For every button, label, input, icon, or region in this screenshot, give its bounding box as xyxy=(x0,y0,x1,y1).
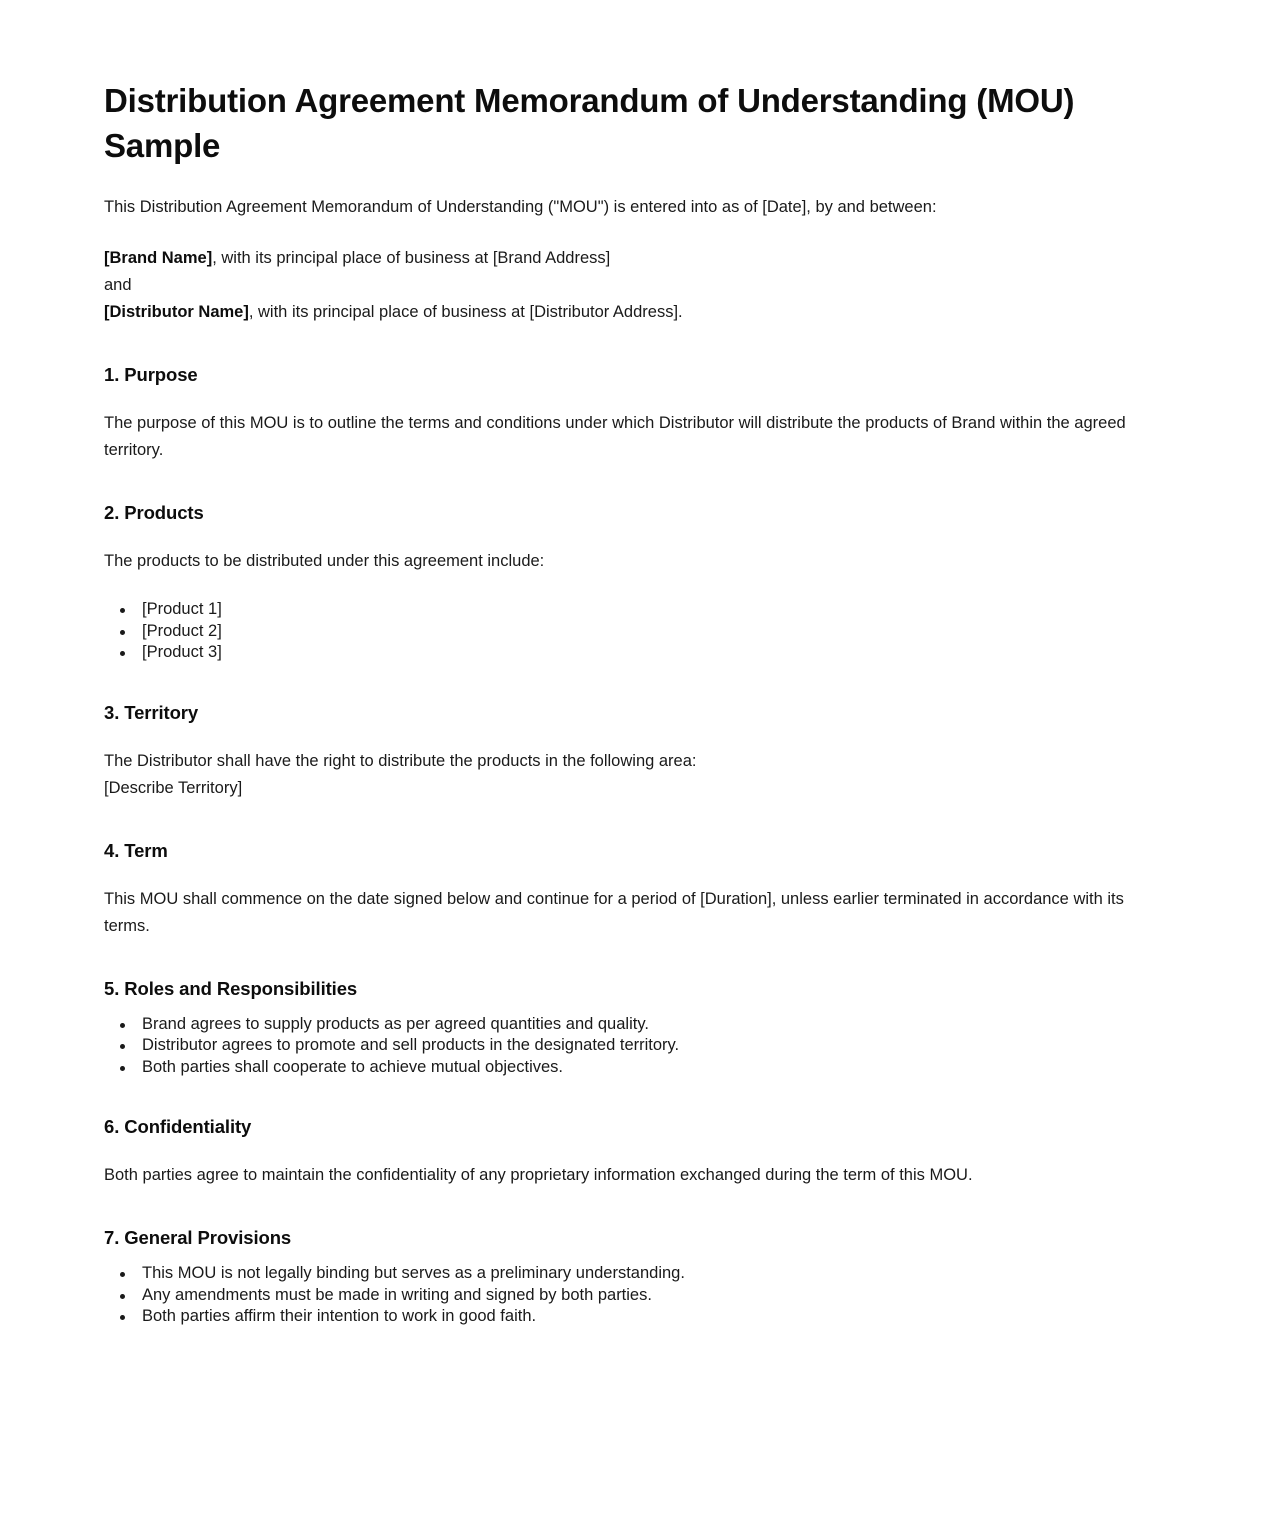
section-heading-term: 4. Term xyxy=(104,839,168,861)
parties-block xyxy=(104,245,1145,326)
list-item: Both parties shall cooperate to achieve mutual objectives. xyxy=(142,1057,1145,1079)
party-one-detail: , with its principal place of business at [Brand Address] xyxy=(212,249,611,267)
list-item: Brand agrees to supply products as per agreed quantities and quality. xyxy=(142,1014,1145,1036)
list-item: Any amendments must be made in writing and signed by both parties. xyxy=(142,1285,1145,1307)
territory-line-2: [Describe Territory] xyxy=(104,778,243,797)
section-heading-roles: 5. Roles and Responsibilities xyxy=(104,977,358,999)
list-item: [Product 1] xyxy=(142,599,1145,621)
section-heading-territory: 3. Territory xyxy=(104,701,199,723)
section-intro-products: The products to be distributed under this agreement include: xyxy=(104,552,545,570)
list-item: [Product 3] xyxy=(142,642,1145,664)
section-body-territory xyxy=(104,748,1145,802)
party-two-line xyxy=(104,299,1145,326)
party-one-name: [Brand Name] xyxy=(104,249,213,267)
page-title: Distribution Agreement Memorandum of Understanding (MOU) Sample xyxy=(104,82,1075,164)
section-body-term: This MOU shall commence on the date signed below and continue for a period of [Duration], unless earlier terminated in accordance with its terms. xyxy=(104,889,1124,935)
section-heading-purpose: 1. Purpose xyxy=(104,364,198,385)
section-body-purpose: The purpose of this MOU is to outline the terms and conditions under which Distributor will distribute the products of Brand within the agreed territory. xyxy=(104,414,1126,459)
list-item: Both parties affirm their intention to work in good faith. xyxy=(142,1306,1145,1328)
party-two-name: [Distributor Name] xyxy=(104,303,249,321)
list-item: Distributor agrees to promote and sell products in the designated territory. xyxy=(142,1035,1145,1057)
list-item: This MOU is not legally binding but serves as a preliminary understanding. xyxy=(142,1263,1145,1285)
intro-paragraph: This Distribution Agreement Memorandum of Understanding ("MOU") is entered into as of [Date], by and between: xyxy=(104,198,937,216)
section-body-confidentiality: Both parties agree to maintain the confidentiality of any proprietary information exchanged during the term of this MOU. xyxy=(104,1166,973,1184)
section-heading-general-provisions: 7. General Provisions xyxy=(104,1227,292,1248)
party-two-detail: , with its principal place of business at [Distributor Address]. xyxy=(248,303,683,321)
products-list xyxy=(104,599,1145,664)
section-heading-products: 2. Products xyxy=(104,502,204,523)
roles-list xyxy=(104,1014,1145,1079)
general-provisions-list xyxy=(104,1263,1145,1328)
parties-conjunction: and xyxy=(104,276,132,294)
territory-line-1: The Distributor shall have the right to distribute the products in the following area: xyxy=(104,751,697,770)
list-item: [Product 2] xyxy=(142,621,1145,643)
section-heading-confidentiality: 6. Confidentiality xyxy=(104,1116,252,1137)
party-one-line xyxy=(104,245,1145,272)
